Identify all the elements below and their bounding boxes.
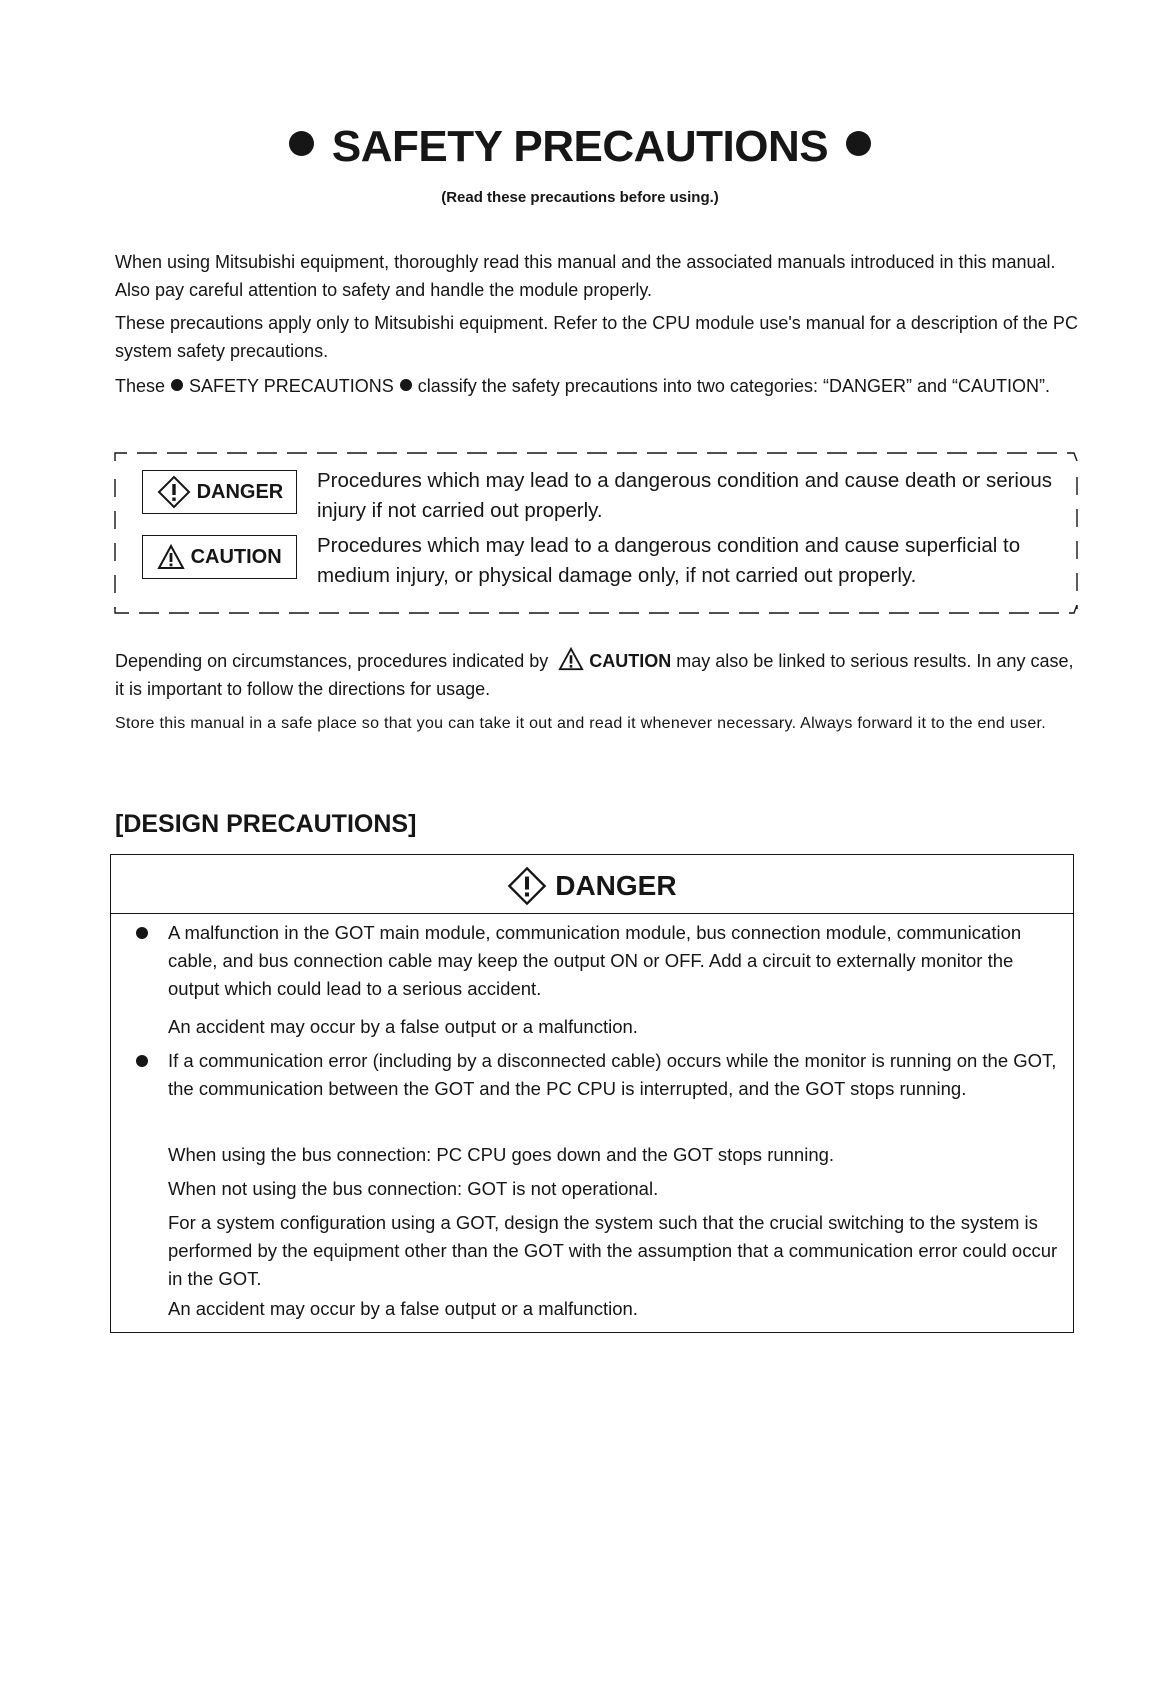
intro-paragraph-1: When using Mitsubishi equipment, thoroughly read this manual and the associated manuals introduced in this manual. Also pay careful attention to safety and handle the module properly. (115, 252, 1056, 300)
classify-prefix: These (115, 376, 166, 396)
list-item-text: If a communication error (including by a disconnected cable) occurs while the monitor is running on the GOT, the communication between the GOT and the PC CPU is interrupted, and the GOT stops running. (168, 1050, 1057, 1099)
intro-paragraph-2: These precautions apply only to Mitsubishi equipment. Refer to the CPU module use's manual for a description of the PC system safety precautions. (115, 313, 1078, 361)
page-subtitle: (Read these precautions before using.) (441, 189, 719, 206)
classify-paragraph (115, 372, 1080, 400)
circumstances-caution-label: CAUTION (589, 651, 672, 671)
danger-box-header (111, 855, 1073, 914)
page-title-text: SAFETY PRECAUTIONS (331, 122, 829, 171)
classify-suffix: classify the safety precautions into two categories: “DANGER” and “CAUTION”. (417, 376, 1050, 396)
severity-legend (112, 449, 1080, 617)
danger-description: Procedures which may lead to a dangerous condition and cause death or serious injury if not carried out properly. (317, 469, 1053, 522)
list-item: When using the bus connection: PC CPU goes down and the GOT stops running. (168, 1144, 835, 1165)
caution-triangle-icon (557, 646, 585, 672)
danger-diamond-icon (507, 866, 547, 906)
bullet-dot-icon (289, 131, 314, 156)
danger-box (110, 854, 1074, 1333)
circumstances-note (115, 646, 1080, 703)
list-item-text: A malfunction in the GOT main module, communication module, bus connection module, communication cable, and bus connection cable may keep the output ON or OFF. Add a circuit to externally monitor the output which could lead to a serious accident. (168, 922, 1022, 999)
list-item (168, 919, 1058, 1003)
danger-badge-label: DANGER (196, 480, 284, 503)
caution-badge (142, 535, 297, 579)
danger-badge (142, 470, 297, 514)
circumstances-suffix: may also be linked to serious results. In any case, it is important to follow the directions for usage. (115, 651, 1074, 699)
caution-description: Procedures which may lead to a dangerous condition and cause superficial to medium injury, or physical damage only, if not carried out properly. (317, 534, 1021, 587)
danger-diamond-icon (157, 475, 191, 509)
caution-badge-label: CAUTION (190, 545, 282, 568)
bullet-dot-icon (136, 927, 148, 939)
list-item: An accident may occur by a false output or a malfunction. (168, 1298, 638, 1319)
bullet-dot-icon (400, 379, 412, 391)
circumstances-prefix: Depending on circumstances, procedures indicated by (115, 651, 549, 671)
bullet-dot-icon (136, 1055, 148, 1067)
list-item: For a system configuration using a GOT, design the system such that the crucial switching to the system is performed by the equipment other than the GOT with the assumption that a communication error could occur in the GOT. (168, 1212, 1058, 1289)
page-title (0, 122, 1160, 172)
section-heading: [DESIGN PRECAUTIONS] (115, 810, 417, 838)
caution-triangle-icon (157, 543, 185, 571)
bullet-dot-icon (846, 131, 871, 156)
store-note: Store this manual in a safe place so that you can take it out and read it whenever necessary. Always forward it to the end user. (115, 715, 1047, 732)
list-item (168, 1047, 1058, 1103)
bullet-dot-icon (171, 379, 183, 391)
classify-name: SAFETY PRECAUTIONS (189, 376, 394, 396)
list-item: An accident may occur by a false output or a malfunction. (168, 1016, 638, 1037)
danger-box-title: DANGER (555, 869, 677, 901)
list-item: When not using the bus connection: GOT is not operational. (168, 1178, 659, 1199)
